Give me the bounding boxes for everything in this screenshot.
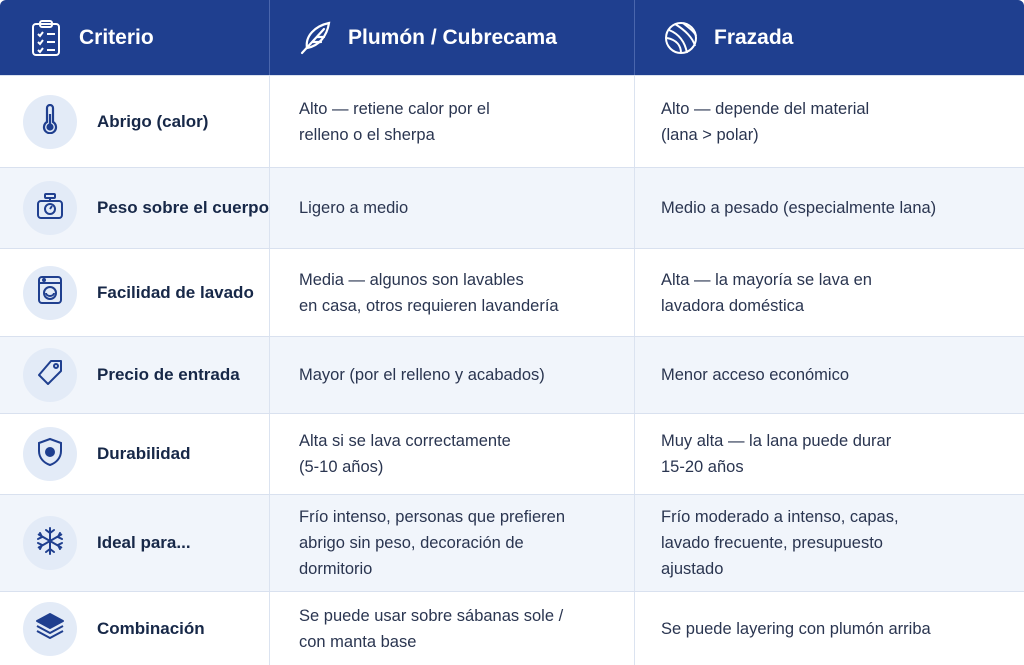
thermometer-icon [37, 104, 63, 139]
table-row [0, 167, 1024, 248]
header-divider [634, 0, 635, 75]
icon-badge [23, 181, 77, 235]
yarn-ball-icon [662, 19, 700, 57]
header-plumon-label: Plumón / Cubrecama [348, 25, 557, 49]
scale-icon [35, 191, 65, 226]
clipboard-checklist-icon [27, 19, 65, 57]
plumon-cell: Se puede usar sobre sábanas sole / con manta base [299, 606, 564, 651]
icon-badge [23, 427, 77, 481]
layers-icon [34, 611, 66, 646]
snowflake-icon [34, 525, 66, 562]
plumon-cell: Frío intenso, personas que prefieren abrigo sin peso, decoración de dormitorio [299, 508, 565, 578]
frazada-cell: Medio a pesado (especialmente lana) [661, 199, 937, 217]
header-criterio [27, 0, 267, 75]
price-tag-icon [35, 358, 65, 393]
criterion-label: Combinación [97, 618, 205, 638]
frazada-cell: Menor acceso económico [661, 366, 850, 384]
feather-icon [296, 19, 334, 57]
criterion-label: Abrigo (calor) [97, 111, 209, 131]
icon-badge [23, 348, 77, 402]
frazada-cell: Frío moderado a intenso, capas, lavado frecuente, presupuesto ajustado [661, 508, 899, 578]
plumon-cell: Media — algunos son lavables en casa, otros requieren lavandería [299, 270, 559, 315]
washing-machine-icon [36, 275, 64, 310]
table-row [0, 413, 1024, 494]
table-row [0, 75, 1024, 167]
icon-badge [23, 266, 77, 320]
table-row [0, 494, 1024, 591]
shield-icon [36, 437, 64, 472]
criterion-label: Peso sobre el cuerpo [97, 198, 269, 217]
plumon-cell: Ligero a medio [299, 199, 409, 217]
criterion-label: Durabilidad [97, 444, 191, 463]
header-plumon [296, 0, 626, 75]
icon-badge [23, 95, 77, 149]
table-header [0, 0, 1024, 75]
plumon-cell: Mayor (por el relleno y acabados) [299, 366, 545, 384]
criterion-label: Precio de entrada [97, 365, 240, 384]
icon-badge [23, 602, 77, 656]
header-frazada [662, 0, 1012, 75]
icon-badge [23, 516, 77, 570]
table-row [0, 591, 1024, 665]
header-frazada-label: Frazada [714, 25, 794, 49]
plumon-cell: Alta si se lava correctamente (5-10 años) [299, 432, 511, 476]
criterion-label: Facilidad de lavado [97, 282, 254, 302]
criterion-label: Ideal para... [97, 533, 191, 552]
frazada-cell: Se puede layering con plumón arriba [661, 619, 931, 638]
frazada-cell: Muy alta — la lana puede durar 15-20 años [661, 432, 892, 476]
header-criterio-label: Criterio [79, 25, 154, 49]
frazada-cell: Alta — la mayoría se lava en lavadora doméstica [661, 270, 872, 315]
table-row [0, 248, 1024, 336]
header-divider [269, 0, 270, 75]
plumon-cell: Alto — retiene calor por el relleno o el sherpa [299, 99, 490, 144]
table-row [0, 336, 1024, 413]
frazada-cell: Alto — depende del material (lana > polar) [661, 99, 870, 144]
